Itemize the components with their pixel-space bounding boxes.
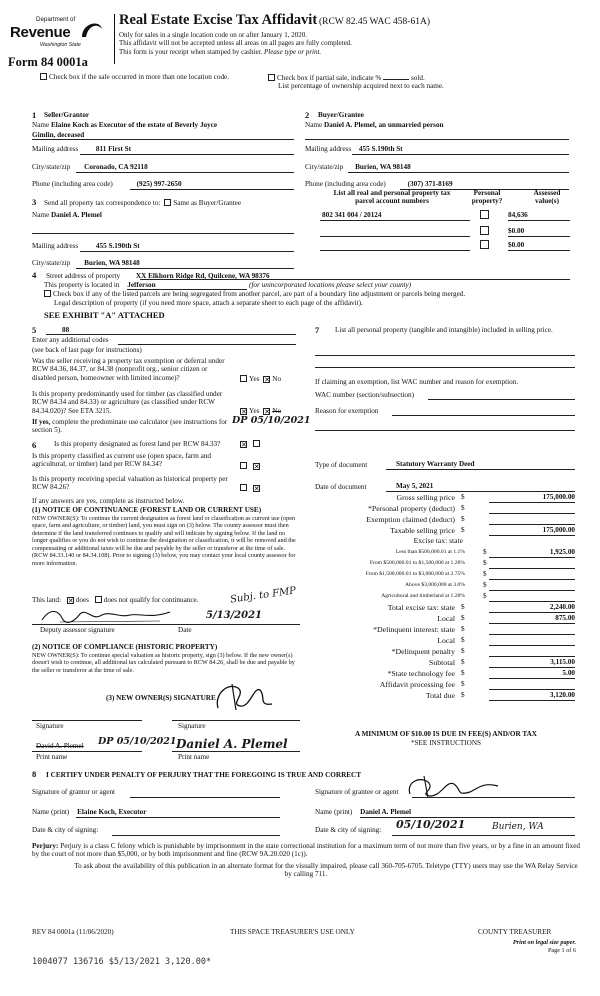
buyer-mailing-row xyxy=(305,145,403,153)
partial-sale-label: Check box if partial sale, indicate % xyxy=(277,74,382,82)
no-label: No xyxy=(272,375,282,383)
seller-heading: Seller/Grantor xyxy=(44,111,90,119)
grantee-date-value: 05/10/2021 xyxy=(396,818,466,831)
seller-name-label: Name xyxy=(32,121,50,129)
calc-value[interactable] xyxy=(489,515,575,525)
assessed-value[interactable]: $0.00 xyxy=(508,241,525,249)
calc-row xyxy=(315,569,577,580)
calc-dollar: $ xyxy=(461,669,465,677)
calc-label: *Personal property (deduct) xyxy=(367,504,455,513)
legal-description-label: Legal description of property (if you need more space, attach a separate sheet to each page of the affidavit). xyxy=(54,299,363,307)
doc-date-value[interactable]: May 5, 2021 xyxy=(396,482,434,490)
qualify-row xyxy=(32,596,199,604)
calc-value[interactable]: 1,925.00 xyxy=(489,548,575,558)
calc-dollar: $ xyxy=(461,658,465,666)
calc-label: Total due xyxy=(425,691,455,700)
seller-mailing-label: Mailing address xyxy=(32,145,79,153)
does-label: does xyxy=(75,596,89,604)
assessed-underline xyxy=(508,220,570,221)
segregated-checkbox[interactable] xyxy=(44,290,51,297)
seller-phone-underline xyxy=(130,189,294,190)
calc-value[interactable] xyxy=(489,680,575,690)
print-name-underline-1 xyxy=(32,751,142,752)
calc-dollar: $ xyxy=(483,548,487,556)
calc-dollar: $ xyxy=(483,559,487,567)
header-note-1: Only for sales in a single location code on or after January 1, 2020. xyxy=(119,31,307,40)
tax-name-label: Name xyxy=(32,211,50,219)
grantee-sig-label: Signature of grantee or agent xyxy=(315,788,399,796)
section-4-num: 4 xyxy=(32,270,37,280)
buyer-city-value[interactable]: Burien, WA 98148 xyxy=(355,163,411,171)
print-name-label-right: Print name xyxy=(178,753,210,761)
calc-value[interactable]: 875.00 xyxy=(489,614,575,624)
revenue-logo xyxy=(8,14,112,54)
parcel-row xyxy=(320,226,575,238)
tax-city-value[interactable]: Burien, WA 98148 xyxy=(84,259,140,267)
does-qualify-checkbox[interactable] xyxy=(67,597,74,604)
assessed-underline xyxy=(508,236,570,237)
calc-dollar: $ xyxy=(461,614,465,622)
new-owner-signature-icon xyxy=(210,680,280,714)
header-note-3: This form is your receipt when stamped by cashier. xyxy=(119,47,263,56)
assessor-date-label: Date xyxy=(178,626,192,634)
buyer-mailing-underline xyxy=(352,154,569,155)
seller-name-value[interactable]: Elaine Koch as Executor of the estate of Beverly Joyce xyxy=(50,121,218,129)
buyer-name-row xyxy=(305,121,444,129)
perjury-text: Perjury is a class C felony which is punishable by imprisonment in the state correctional institution for a maximum term of not more than five years, or by a fine in an amount fixed by the court of not more than $5,000, or by both imprisonment and fine (RCW 9A.20.020 (1c)). xyxy=(32,842,580,859)
handwritten-initials-date: DP 05/10/2021 xyxy=(232,415,311,426)
calc-dollar: $ xyxy=(461,625,465,633)
calc-dollar: $ xyxy=(483,592,487,600)
calc-dollar: $ xyxy=(483,581,487,589)
assessed-underline xyxy=(508,250,570,251)
calc-row xyxy=(315,668,577,679)
assessed-value[interactable]: $0.00 xyxy=(508,227,525,235)
if-yes-row xyxy=(32,418,242,435)
calc-row xyxy=(315,646,577,657)
parcel-underline xyxy=(320,220,470,221)
calc-dollar: $ xyxy=(461,515,465,523)
certify-statement: I CERTIFY UNDER PENALTY OF PERJURY THAT THE FOREGOING IS TRUE AND CORRECT xyxy=(46,771,362,779)
parcels-col2-line2: property? xyxy=(471,197,503,206)
calc-label: *Delinquent penalty xyxy=(391,647,455,656)
notice-compliance-body: NEW OWNER(S): To continue special valuation as historic property, sign (3) below. If the new owner(s) doesn't wish to continue, all additional tax calculated pursuant to RCW 84.26, shall be due and payable by the seller or transferor at the time of sale. xyxy=(32,652,295,674)
assessor-sig-label: Deputy assessor signature xyxy=(40,626,115,634)
parcels-col2-line1: Personal xyxy=(473,189,501,197)
calc-row xyxy=(315,525,577,536)
grantor-date-city-underline xyxy=(112,835,280,836)
seller-mailing-underline xyxy=(80,154,294,155)
legal-paper-note: Print on legal size paper. xyxy=(512,939,576,946)
calc-row xyxy=(315,514,577,525)
current-use-question: Is this property classified as current use (open space, farm and agricultural, or timber) land per RCW 84.34? xyxy=(32,452,212,469)
tax-correspondence-row xyxy=(32,197,241,207)
buyer-mailing-label: Mailing address xyxy=(305,145,352,153)
historic-no-checkbox[interactable] xyxy=(253,485,260,492)
seller-name-row xyxy=(32,121,294,129)
assessor-sig-underline xyxy=(32,624,300,625)
wac-number-underline xyxy=(428,399,575,400)
calc-row xyxy=(315,624,577,635)
calc-value[interactable]: 3,115.00 xyxy=(489,658,575,668)
see-back-label: (see back of last page for instructions) xyxy=(32,346,142,354)
form-number: Form 84 0001a xyxy=(8,55,88,69)
buyer-name-label: Name xyxy=(305,121,323,129)
additional-codes-underline xyxy=(118,344,296,345)
personal-property-underline-1 xyxy=(315,355,575,356)
grantee-name-label: Name (print) xyxy=(315,808,353,816)
seller-mailing-row xyxy=(32,145,131,153)
calc-label: Local xyxy=(437,614,455,623)
exemption-yes-no xyxy=(240,375,281,383)
calc-value[interactable]: 175,000.00 xyxy=(489,526,575,536)
multi-location-checkbox[interactable] xyxy=(40,73,47,80)
tax-name-underline xyxy=(32,233,294,234)
does-not-qualify-checkbox[interactable] xyxy=(95,596,102,603)
assessor-signature-icon xyxy=(40,606,180,626)
grantor-name-value[interactable]: Elaine Koch, Executor xyxy=(77,808,147,816)
parcels-col1-line2: parcel account numbers xyxy=(355,197,429,206)
personal-property-label: List all personal property (tangible and intangible) included in selling price. xyxy=(335,326,553,334)
calc-label: Affidavit processing fee xyxy=(379,680,455,689)
historic-question: Is this property receiving special valuation as historical property per RCW 84.26? xyxy=(32,475,228,492)
calc-row xyxy=(315,580,577,591)
exemption-claim-label: If claiming an exemption, list WAC number and reason for exemption. xyxy=(315,378,519,386)
parcels-col1-line1: List all real and personal property tax xyxy=(333,189,451,197)
use-code-underline xyxy=(46,334,296,335)
calc-label: From $500,000.01 to $1,500,000 at 1.28% xyxy=(369,560,465,566)
grantee-name-underline xyxy=(360,817,575,818)
seller-city-value[interactable]: Coronado, CA 92118 xyxy=(84,163,148,171)
parcel-underline xyxy=(320,236,470,237)
calc-dollar: $ xyxy=(461,647,465,655)
calc-label: Gross selling price xyxy=(396,493,455,502)
certify-row xyxy=(32,769,361,779)
segregated-label: Check box if any of the listed parcels are being segregated from another parcel, are part of a boundary line adjustment or parcels being merged. xyxy=(53,290,466,298)
wac-number-label: WAC number (section/subsection) xyxy=(315,391,415,399)
revenue-swoosh-icon xyxy=(78,17,104,41)
calc-row xyxy=(315,591,577,602)
grantor-date-city-label: Date & city of signing: xyxy=(32,826,99,834)
section-3-num: 3 xyxy=(32,197,37,207)
calc-dollar: $ xyxy=(461,493,465,501)
calc-label: Taxable selling price xyxy=(390,526,455,535)
property-located-value[interactable]: Jefferson xyxy=(127,281,247,290)
tax-city-label: City/state/zip xyxy=(32,259,71,267)
tax-mailing-value[interactable]: 455 S.190th St xyxy=(95,242,140,250)
buyer-city-row xyxy=(305,163,411,171)
grantee-sig-underline xyxy=(412,797,575,798)
property-located-label: This property is located in xyxy=(44,281,120,289)
notice-compliance-title: (2) NOTICE OF COMPLIANCE (HISTORIC PROPERTY) xyxy=(32,643,218,651)
handwritten-print-name: Daniel A. Plemel xyxy=(176,737,288,751)
property-street-label: Street address of property xyxy=(46,272,121,280)
calc-value[interactable] xyxy=(489,559,575,569)
buyer-city-underline xyxy=(348,172,569,173)
seller-phone-row xyxy=(32,180,182,188)
parcel-row xyxy=(320,240,575,252)
parcel-number[interactable]: 802 341 004 / 20124 xyxy=(322,211,382,219)
seller-phone-value[interactable]: (925) 997-2650 xyxy=(136,180,182,188)
current-use-yes-checkbox[interactable] xyxy=(240,462,247,469)
calc-label: *Delinquent interest: state xyxy=(373,625,455,634)
logo-dept-top: Department of xyxy=(36,16,76,23)
parcels-col2-header xyxy=(462,189,512,206)
if-yes-text: complete the predominate use calculator (see instructions for section 5). xyxy=(32,418,228,435)
same-as-buyer-checkbox[interactable] xyxy=(164,199,171,206)
page-indicator: Page 1 of 6 xyxy=(547,947,576,954)
calc-value[interactable] xyxy=(489,636,575,646)
forest-land-yes-no xyxy=(240,440,262,448)
calc-row xyxy=(315,613,577,624)
doc-type-label: Type of document xyxy=(315,461,368,469)
calc-dollar: $ xyxy=(461,680,465,688)
does-not-label: does not qualify for continuance. xyxy=(103,596,199,604)
grantor-name-label: Name (print) xyxy=(32,808,70,816)
yes-label: Yes xyxy=(249,407,260,415)
tax-calculation xyxy=(315,492,577,722)
any-yes-note: If any answers are yes, complete as instructed below. xyxy=(32,497,185,505)
seller-name-line2[interactable]: Gimlin, deceased xyxy=(32,131,85,139)
timber-no-checkbox[interactable] xyxy=(263,408,270,415)
calc-value[interactable] xyxy=(489,625,575,635)
print-name-left: David A. Plemel xyxy=(36,742,84,750)
no-label: No xyxy=(272,407,282,415)
grantee-date-city-label: Date & city of signing: xyxy=(315,826,382,834)
use-code-value[interactable]: 88 xyxy=(62,326,70,334)
grantee-name-row xyxy=(315,808,411,816)
historic-yes-no xyxy=(240,484,262,492)
calc-dollar: $ xyxy=(461,504,465,512)
title-block xyxy=(119,12,589,56)
tax-mailing-label: Mailing address xyxy=(32,242,79,250)
tax-city-row xyxy=(32,259,140,267)
exemption-question: Was the seller receiving a property tax exemption or deferral under RCW 84.36, 84.37, or 84.38 (nonprofit org., senior citizen or disabled person, homeowner with limited income)? xyxy=(32,357,225,382)
perjury-notice xyxy=(32,842,580,859)
tax-mailing-row xyxy=(32,242,140,250)
grantor-name-underline xyxy=(76,817,280,818)
calc-value[interactable] xyxy=(489,647,575,657)
seller-phone-label: Phone (including area code) xyxy=(32,180,113,188)
calc-label: Excise tax: state xyxy=(413,536,463,545)
doc-date-label: Date of document xyxy=(315,483,367,491)
calc-row xyxy=(315,503,577,514)
calc-label: Above $3,000,000 at 3.0% xyxy=(405,582,465,588)
buyer-phone-label: Phone (including area code) xyxy=(305,180,386,188)
signature-label-right: Signature xyxy=(178,722,206,730)
calc-dollar: $ xyxy=(461,636,465,644)
property-located-note: (for unincorporated locations please select your county) xyxy=(249,281,412,289)
exhibit-reference[interactable]: SEE EXHIBIT "A" ATTACHED xyxy=(44,310,165,320)
calc-dollar: $ xyxy=(483,570,487,578)
grantee-date-city-underline xyxy=(392,835,575,836)
segregated-row xyxy=(44,290,584,298)
handwritten-initials-date-2: DP 05/10/2021 xyxy=(98,736,177,747)
page-title: Real Estate Excise Tax Affidavit xyxy=(119,12,318,28)
calc-row xyxy=(315,690,577,701)
current-use-yes-no xyxy=(240,462,262,470)
yes-label: Yes xyxy=(249,375,260,383)
header-note-2: This affidavit will not be accepted unless all areas on all pages are fully completed. xyxy=(119,39,352,48)
title-ref: (RCW 82.45 WAC 458-61A) xyxy=(318,17,430,27)
this-land-label: This land: xyxy=(32,596,61,604)
calc-value[interactable] xyxy=(489,570,575,580)
calc-label: Subtotal xyxy=(429,658,455,667)
calc-label: From $1,500,000.01 to $3,000,000 at 2.75% xyxy=(365,571,465,577)
seller-city-label: City/state/zip xyxy=(32,163,71,171)
buyer-phone-row xyxy=(305,180,453,188)
grantor-name-row xyxy=(32,808,146,816)
additional-codes-label: Enter any additional codes xyxy=(32,336,109,344)
exemption-yes-checkbox[interactable] xyxy=(240,375,247,382)
calc-dollar: $ xyxy=(461,691,465,699)
calc-row xyxy=(315,679,577,690)
same-as-buyer-label: Same as Buyer/Grantee xyxy=(173,199,242,207)
buyer-name-value[interactable]: Daniel A. Plemel, an unmarried person xyxy=(323,121,444,129)
notice-continuance-title: (1) NOTICE OF CONTINUANCE (FOREST LAND OR CURRENT USE) xyxy=(32,506,262,514)
seller-name-underline xyxy=(32,139,294,140)
perjury-label: Perjury: xyxy=(32,842,59,850)
header-divider xyxy=(114,14,115,64)
section-8-num: 8 xyxy=(32,769,37,779)
calc-row xyxy=(315,536,577,547)
header-note-3b: Please type or print. xyxy=(264,47,322,56)
buyer-city-label: City/state/zip xyxy=(305,163,344,171)
calc-row xyxy=(315,657,577,668)
property-street-value[interactable]: XX Elkhorn Ridge Rd, Quilcene, WA 98376 xyxy=(135,272,270,280)
tax-name-value[interactable]: Daniel A. Plemel xyxy=(50,211,102,219)
minimum-due-note: A MINIMUM OF $10.00 IS DUE IN FEE(S) AND/OR TAX xyxy=(355,730,537,738)
parcels-col3-line1: Assessed xyxy=(533,189,561,197)
if-yes-label: If yes, xyxy=(32,418,51,426)
property-street-underline xyxy=(140,279,570,280)
parcel-row xyxy=(320,210,575,222)
tax-mailing-underline xyxy=(80,251,294,252)
buyer-heading: Buyer/Grantee xyxy=(318,111,364,119)
calc-value[interactable] xyxy=(489,581,575,591)
calc-value[interactable]: 2,240.00 xyxy=(489,603,575,613)
reason-underline-1 xyxy=(392,415,575,416)
calc-label: *State technology fee xyxy=(387,669,455,678)
reason-underline-2 xyxy=(315,430,575,431)
grantor-sig-underline xyxy=(130,797,280,798)
tax-name-row xyxy=(32,211,102,219)
buyer-name-underline xyxy=(305,139,569,140)
buyer-mailing-value[interactable]: 455 S.190th St xyxy=(358,145,403,153)
reason-exemption-label: Reason for exemption xyxy=(315,407,379,415)
current-use-no-checkbox[interactable] xyxy=(253,463,260,470)
grantor-sig-label: Signature of grantor or agent xyxy=(32,788,116,796)
personal-property-checkbox[interactable] xyxy=(480,240,489,249)
new-owner-sig-heading: (3) NEW OWNER(S) SIGNATURE xyxy=(106,694,216,702)
forest-no-checkbox[interactable] xyxy=(253,440,260,447)
print-name-underline-2 xyxy=(172,751,300,752)
historic-yes-checkbox[interactable] xyxy=(240,484,247,491)
buyer-phone-value[interactable]: (307) 371-8169 xyxy=(407,180,453,188)
tax-city-underline xyxy=(76,268,294,269)
grantee-name-value[interactable]: Daniel A. Plemel xyxy=(360,808,412,816)
calc-label: Agricultural and timberland at 1.28% xyxy=(381,593,465,599)
section-5-num: 5 xyxy=(32,325,37,335)
calc-label: Less than $500,000.01 at 1.1% xyxy=(395,549,465,555)
calc-row xyxy=(315,492,577,503)
calc-value[interactable]: 3,120.00 xyxy=(489,691,575,701)
signature-label-left: Signature xyxy=(36,722,64,730)
calc-value[interactable]: 5.00 xyxy=(489,669,575,679)
new-owner-sig-underline-1 xyxy=(32,720,142,721)
parcels-col3-line2: value(s) xyxy=(535,197,559,206)
section-1-num: 1 xyxy=(32,110,37,120)
treasurer-only-label: THIS SPACE TREASURER'S USE ONLY xyxy=(230,928,355,936)
timber-question: Is this property predominantly used for timber (as classified under RCW 84.34 and 84.33) or agriculture (as classified under RCW 84.34.020)? See ETA 3215. xyxy=(32,390,223,415)
handwritten-subject-note: Subj. to FMP xyxy=(229,585,297,606)
calc-dollar: $ xyxy=(461,603,465,611)
personal-property-checkbox[interactable] xyxy=(480,210,489,219)
section-6-num: 6 xyxy=(32,440,37,450)
tax-correspondence-label: Send all property tax correspondence to: xyxy=(44,199,161,207)
calc-row xyxy=(315,558,577,569)
timber-yes-checkbox[interactable] xyxy=(240,408,247,415)
partial-sold-label: sold. xyxy=(410,74,425,82)
exemption-no-checkbox[interactable] xyxy=(263,376,270,383)
county-treasurer-label: COUNTY TREASURER xyxy=(478,928,552,936)
seller-mailing-value[interactable]: 811 First St xyxy=(95,145,132,153)
logo-dept-state: Washington State xyxy=(40,42,81,48)
assessor-date-value: 5/13/2021 xyxy=(206,610,263,621)
parcels-col1-header xyxy=(312,189,472,206)
doc-type-underline xyxy=(386,469,575,470)
calc-label: Total excise tax: state xyxy=(387,603,455,612)
print-name-label-left: Print name xyxy=(36,753,68,761)
grantee-city-value: Burien, WA xyxy=(492,822,544,832)
calc-row xyxy=(315,635,577,646)
forest-land-question: Is this property designated as forest land per RCW 84.33? xyxy=(54,440,221,448)
calc-value[interactable]: 175,000.00 xyxy=(489,493,575,503)
partial-percent-field[interactable] xyxy=(383,73,409,80)
partial-sale-checkbox[interactable] xyxy=(268,74,275,81)
new-owner-sig-underline-2 xyxy=(172,720,300,721)
section-7-num: 7 xyxy=(315,325,320,335)
cashier-receipt-stamp: 1004077 136716 $5/13/2021 3,120.00* xyxy=(32,957,212,967)
list-percentage-note: List percentage of ownership acquired next to each name. xyxy=(278,82,444,90)
multi-location-row xyxy=(40,73,229,81)
forest-yes-checkbox[interactable] xyxy=(240,441,247,448)
alternate-format-note: To ask about the availability of this publication in an alternate format for the visually impaired, please call 360-705-6705. Teletype (TTY) users may use the WA Relay Service by calling 711. xyxy=(74,862,578,879)
section-2-num: 2 xyxy=(305,110,310,120)
notice-continuance-body: NEW OWNER(S): To continue the current designation as forest land or classification as current use (open space, farm and agriculture, or timber) land, you must sign on (3) below. The county assessor must then determine if the land transferred continues to qualify and will indicate by signing below. If the land no longer qualifies or you do not wish to continue the designation or classification, it will be removed and the compensating or additional taxes will be due and payable by the seller or transferor at the time of sale. (RCW 84.33.140 or 84.34.108). Prior to signing (3) below, you may contact your local county assessor for more information. xyxy=(32,515,296,567)
seller-city-underline xyxy=(76,172,294,173)
calc-label: Local xyxy=(437,636,455,645)
assessed-value[interactable]: 84,636 xyxy=(508,211,528,219)
seller-city-row xyxy=(32,163,148,171)
form-revision: REV 84 0001a (11/06/2020) xyxy=(32,928,114,936)
parcels-col3-header xyxy=(520,189,574,206)
calc-value[interactable] xyxy=(489,504,575,514)
see-instructions-note: *SEE INSTRUCTIONS xyxy=(410,739,482,747)
calc-value[interactable] xyxy=(489,592,575,602)
parcel-underline xyxy=(320,250,470,251)
doc-type-value[interactable]: Statutory Warranty Deed xyxy=(396,460,475,468)
personal-property-checkbox[interactable] xyxy=(480,226,489,235)
logo-dept-name: Revenue xyxy=(10,24,71,41)
personal-property-underline-2 xyxy=(315,367,575,368)
calc-row xyxy=(315,547,577,558)
calc-label: Exemption claimed (deduct) xyxy=(366,515,455,524)
calc-dollar: $ xyxy=(461,526,465,534)
calc-row xyxy=(315,602,577,613)
multi-location-label: Check box if the sale occurred in more than one location code. xyxy=(49,73,230,81)
